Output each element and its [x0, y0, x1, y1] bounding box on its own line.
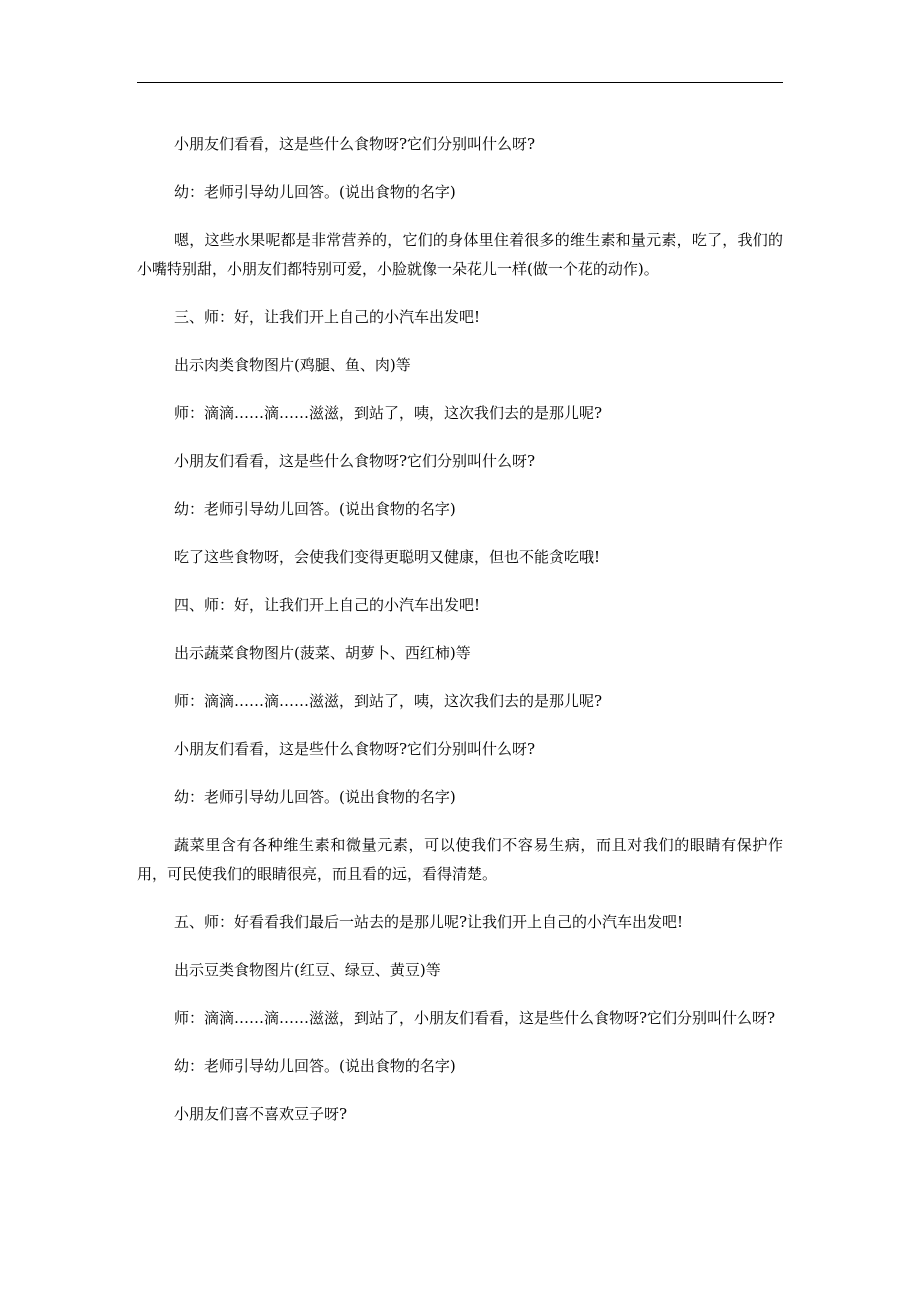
- paragraph: 幼：老师引导幼儿回答。(说出食物的名字): [174, 1057, 456, 1075]
- paragraph: 师：滴滴……滴……滋滋，到站了，小朋友们看看，这是些什么食物呀?它们分别叫什么呀?: [174, 1009, 776, 1027]
- paragraph: 五、师：好看看我们最后一站去的是那儿呢?让我们开上自己的小汽车出发吧!: [174, 913, 684, 931]
- paragraph: 师：滴滴……滴……滋滋，到站了，咦，这次我们去的是那儿呢?: [174, 692, 603, 710]
- document-body: [137, 130, 783, 1148]
- paragraph: 嗯，这些水果呢都是非常营养的，它们的身体里住着很多的维生素和量元素，吃了，我们的小嘴特别甜，小朋友们都特别可爱，小脸就像一朵花儿一样(做一个花的动作)。: [137, 231, 783, 278]
- paragraph: 幼：老师引导幼儿回答。(说出食物的名字): [174, 788, 456, 806]
- paragraph: 蔬菜里含有各种维生素和微量元素，可以使我们不容易生病，而且对我们的眼睛有保护作用，可民使我们的眼睛很亮，而且看的远，看得清楚。: [137, 836, 783, 883]
- paragraph: 幼：老师引导幼儿回答。(说出食物的名字): [174, 183, 456, 201]
- paragraph: 小朋友们喜不喜欢豆子呀?: [174, 1105, 348, 1123]
- paragraph: 出示豆类食物图片(红豆、绿豆、黄豆)等: [174, 961, 441, 979]
- paragraph: 小朋友们看看，这是些什么食物呀?它们分别叫什么呀?: [174, 740, 536, 758]
- paragraph: 吃了这些食物呀，会使我们变得更聪明又健康，但也不能贪吃哦!: [174, 548, 601, 566]
- paragraph: 小朋友们看看，这是些什么食物呀?它们分别叫什么呀?: [174, 135, 536, 153]
- header-rule: [137, 82, 783, 83]
- paragraph: 小朋友们看看，这是些什么食物呀?它们分别叫什么呀?: [174, 452, 536, 470]
- paragraph: 三、师：好，让我们开上自己的小汽车出发吧!: [174, 308, 481, 326]
- paragraph: 出示肉类食物图片(鸡腿、鱼、肉)等: [174, 356, 411, 374]
- paragraph: 幼：老师引导幼儿回答。(说出食物的名字): [174, 500, 456, 518]
- paragraph: 四、师：好，让我们开上自己的小汽车出发吧!: [174, 596, 481, 614]
- paragraph: 师：滴滴……滴……滋滋，到站了，咦，这次我们去的是那儿呢?: [174, 404, 603, 422]
- paragraph: 出示蔬菜食物图片(菠菜、胡萝卜、西红柿)等: [174, 644, 471, 662]
